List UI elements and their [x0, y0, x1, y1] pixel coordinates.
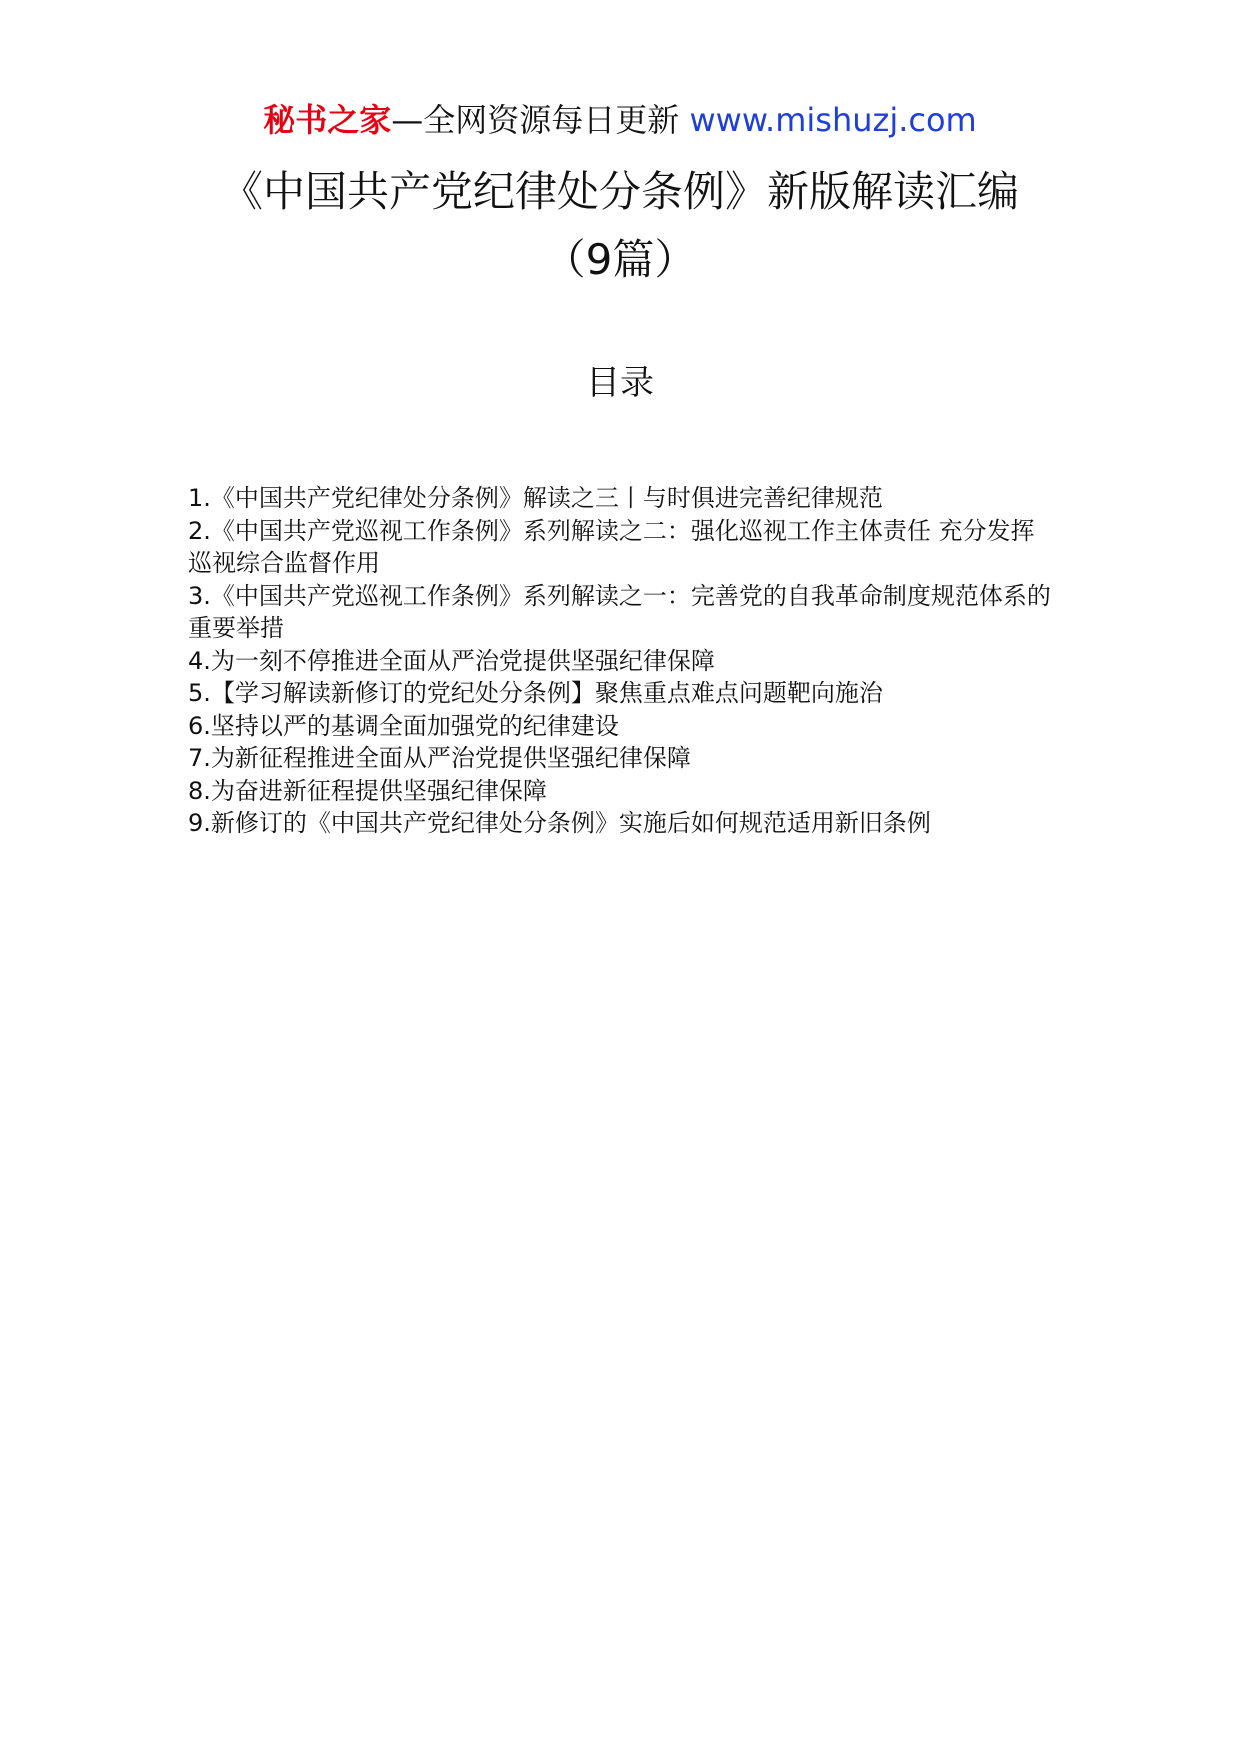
brand-name: 秘书之家 — [263, 101, 392, 139]
site-header — [0, 98, 1240, 142]
toc-item-9[interactable]: 9.新修订的《中国共产党纪律处分条例》实施后如何规范适用新旧条例 — [188, 809, 931, 837]
toc-item-2[interactable]: 2.《中国共产党巡视工作条例》系列解读之二：强化巡视工作主体责任 充分发挥巡视综合监督作用 — [188, 516, 1035, 577]
toc-item-5[interactable]: 5.【学习解读新修订的党纪处分条例】聚焦重点难点问题靶向施治 — [188, 679, 883, 707]
toc-list — [188, 482, 1058, 840]
toc-item-8[interactable]: 8.为奋进新征程提供坚强纪律保障 — [188, 776, 547, 805]
site-url-link[interactable]: www.mishuzj.com — [689, 101, 977, 139]
document-subtitle: （9篇） — [543, 235, 697, 284]
document-title: 《中国共产党纪律处分条例》新版解读汇编 — [220, 167, 1019, 216]
toc-item-7[interactable]: 7.为新征程推进全面从严治党提供坚强纪律保障 — [188, 744, 691, 772]
header-tagline: —全网资源每日更新 — [391, 101, 680, 139]
toc-item-3[interactable]: 3.《中国共产党巡视工作条例》系列解读之一：完善党的自我革命制度规范体系的重要举措 — [188, 581, 1051, 642]
toc-item-1[interactable]: 1.《中国共产党纪律处分条例》解读之三丨与时俱进完善纪律规范 — [188, 484, 883, 512]
toc-item-4[interactable]: 4.为一刻不停推进全面从严治党提供坚强纪律保障 — [188, 646, 715, 675]
toc-heading: 目录 — [586, 363, 654, 403]
toc-item-6[interactable]: 6.坚持以严的基调全面加强党的纪律建设 — [188, 711, 619, 740]
